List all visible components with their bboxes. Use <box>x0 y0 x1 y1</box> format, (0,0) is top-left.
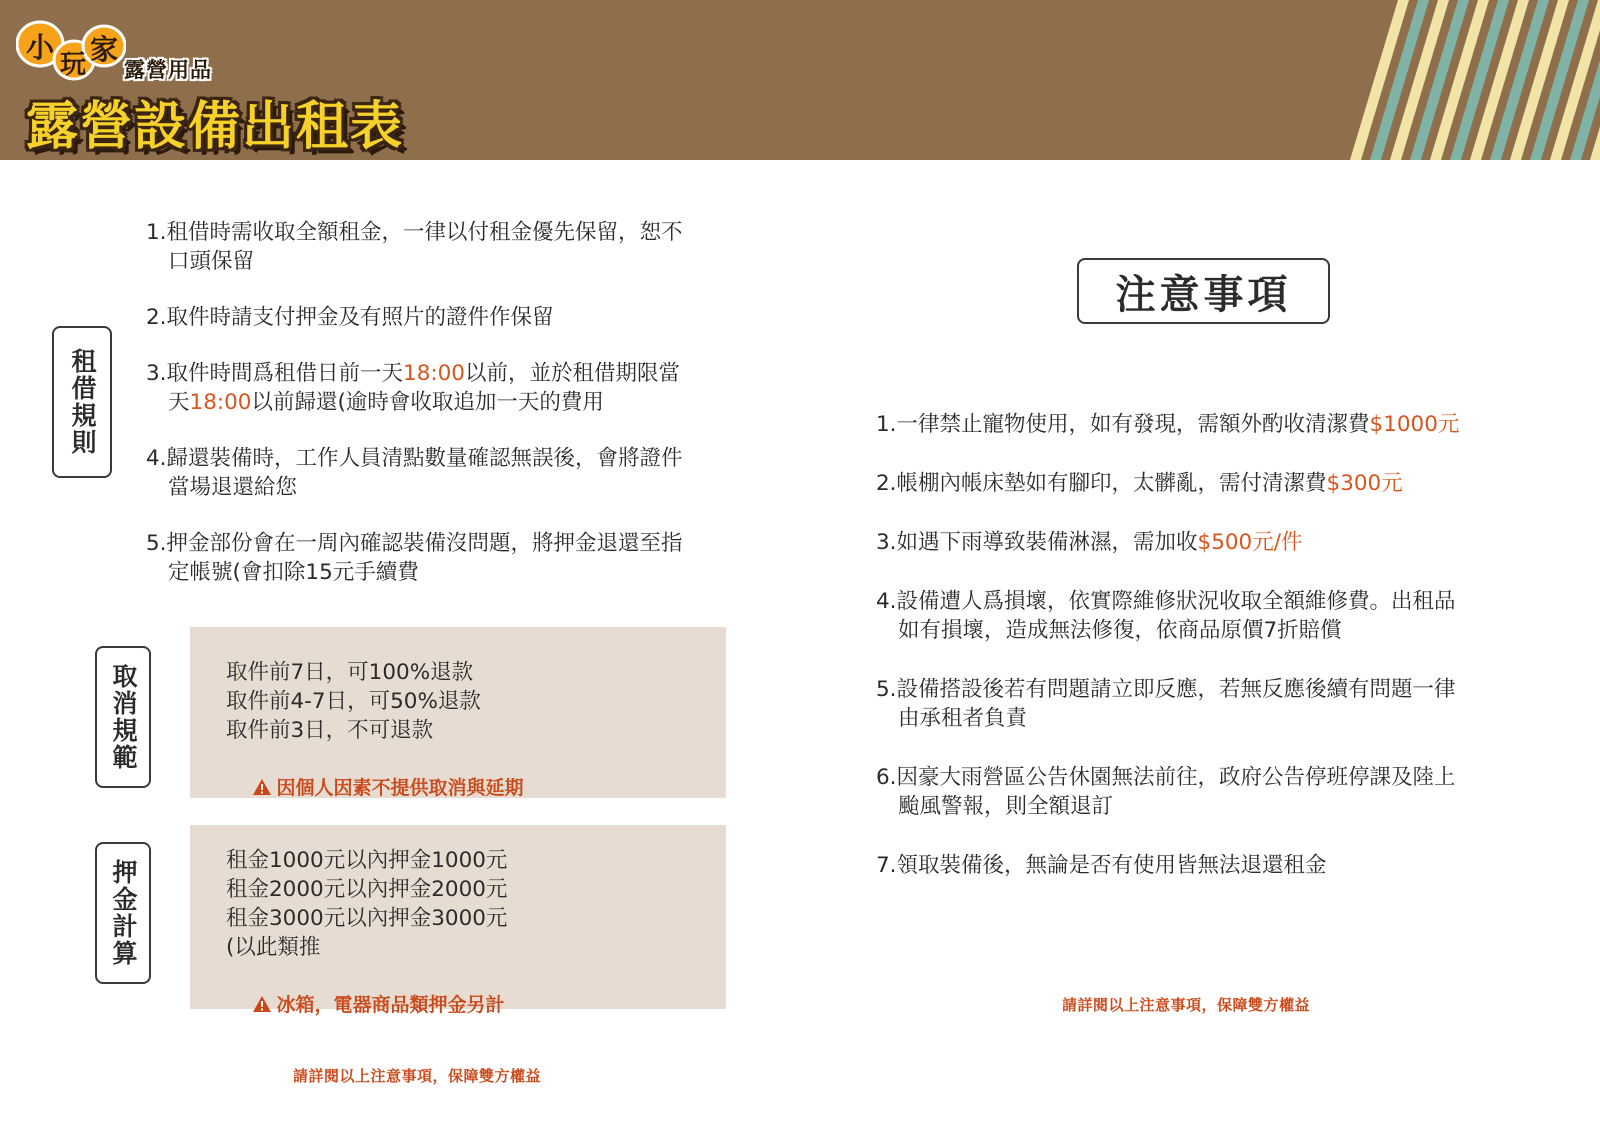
highlight-fee: $1000元 <box>1369 412 1460 437</box>
warning-icon <box>252 778 272 796</box>
highlight-time: 18:00 <box>189 390 252 415</box>
header-banner <box>0 0 1600 160</box>
deposit-line: 租金2000元以內押金2000元 <box>226 877 508 902</box>
notice-item: 2.帳棚內帳床墊如有腳印，太髒亂，需付清潔費$300元 <box>876 471 1403 496</box>
notice-list <box>876 410 1556 910</box>
cancellation-line: 取件前3日，不可退款 <box>226 718 434 743</box>
deposit-box <box>190 825 726 1016</box>
cancellation-label: 取消規範 <box>95 646 151 788</box>
cancellation-warning: 因個人因素不提供取消與延期 <box>226 745 726 832</box>
rule-item: 5.押金部份會在一周內確認裝備沒問題，將押金退還至指 定帳號(會扣除15元手續費 <box>146 531 683 585</box>
notice-item: 6.因豪大雨營區公告休園無法前往，政府公告停班停課及陸上 颱風警報，則全額退訂 <box>876 765 1456 819</box>
highlight-fee: $500元/件 <box>1197 530 1303 555</box>
highlight-time: 18:00 <box>403 361 465 386</box>
warning-icon <box>252 995 272 1013</box>
notice-item: 1.一律禁止寵物使用，如有發現，需額外酌收清潔費$1000元 <box>876 412 1460 437</box>
notice-item: 3.如遇下雨導致裝備淋濕，需加收$500元/件 <box>876 530 1303 555</box>
notice-item: 7.領取裝備後，無論是否有使用皆無法退還租金 <box>876 853 1327 878</box>
rule-item: 3.取件時間爲租借日前一天18:00以前，並於租借期限當 天18:00以前歸還(逾時會收取追加一天的費用 <box>146 361 680 415</box>
deposit-line: 租金3000元以內押金3000元 <box>226 906 508 931</box>
cancellation-box <box>190 627 726 798</box>
logo-char-1: 小 <box>26 31 55 64</box>
cancellation-line: 取件前4-7日，可50%退款 <box>226 689 481 714</box>
logo <box>16 20 126 82</box>
notice-title: 注意事項 <box>1077 258 1330 324</box>
right-footer-note: 請詳閱以上注意事項，保障雙方權益 <box>1062 996 1311 1014</box>
rental-rules-list <box>146 218 746 614</box>
deposit-line: (以此類推 <box>226 935 321 960</box>
logo-subtitle: 露營用品 <box>124 58 212 82</box>
rule-item: 4.歸還裝備時，工作人員清點數量確認無誤後，會將證件 當場退還給您 <box>146 446 683 500</box>
left-footer-note: 請詳閱以上注意事項，保障雙方權益 <box>293 1067 542 1085</box>
deposit-label: 押金計算 <box>95 842 151 984</box>
notice-item: 5.設備搭設後若有問題請立即反應，若無反應後續有問題一律 由承租者負責 <box>876 677 1456 731</box>
cancellation-line: 取件前7日，可100%退款 <box>226 660 474 685</box>
highlight-fee: $300元 <box>1326 471 1403 496</box>
rule-item: 2.取件時請支付押金及有照片的證件作保留 <box>146 305 554 330</box>
logo-char-3: 家 <box>90 33 119 66</box>
page-title: 露營設備出租表 <box>26 97 405 157</box>
rule-item: 1.租借時需收取全額租金，一律以付租金優先保留，恕不 口頭保留 <box>146 220 683 274</box>
rental-rules-label: 租借規則 <box>52 326 112 478</box>
notice-item: 4.設備遭人爲損壞，依實際維修狀況收取全額維修費。出租品 如有損壞，造成無法修復，依商品原價7折賠償 <box>876 589 1456 643</box>
deposit-line: 租金1000元以內押金1000元 <box>226 848 508 873</box>
deposit-warning: 冰箱，電器商品類押金另計 <box>226 962 726 1049</box>
logo-char-2: 玩 <box>60 50 87 80</box>
